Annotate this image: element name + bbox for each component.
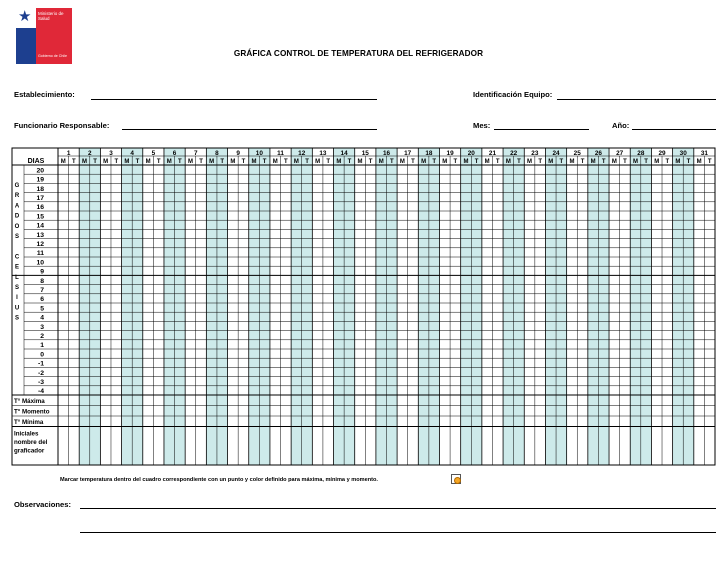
slot-m-label: M xyxy=(484,159,490,165)
day-number: 21 xyxy=(488,149,497,157)
day-number: 2 xyxy=(88,149,92,157)
summary-label: T° Máxima xyxy=(14,398,45,405)
slot-t-label: T xyxy=(241,159,246,165)
day-number: 10 xyxy=(255,149,263,157)
slot-m-label: M xyxy=(421,159,427,165)
day-number: 16 xyxy=(382,149,391,157)
temperature-label: 13 xyxy=(36,231,44,239)
slot-m-label: M xyxy=(336,159,342,165)
summary-label: T° Mínima xyxy=(14,419,44,426)
slot-m-label: M xyxy=(315,159,321,165)
day-number: 1 xyxy=(66,149,71,157)
dias-label: DIAS xyxy=(27,158,45,165)
slot-m-label: M xyxy=(81,159,87,165)
temperature-label: 1 xyxy=(40,342,44,350)
day-number: 11 xyxy=(277,149,284,157)
slot-t-label: T xyxy=(623,159,627,165)
slot-t-label: T xyxy=(199,159,203,165)
slot-t-label: T xyxy=(644,159,648,165)
day-number: 18 xyxy=(425,149,433,157)
axis-letter: U xyxy=(14,305,20,312)
slot-t-label: T xyxy=(220,159,225,165)
slot-t-label: T xyxy=(262,159,267,165)
slot-m-label: M xyxy=(633,159,639,165)
day-number: 5 xyxy=(151,149,156,157)
logo-government-text: Gobierno de Chile xyxy=(38,54,67,58)
temperature-label: 4 xyxy=(40,314,44,322)
slot-t-label: T xyxy=(326,159,331,165)
observaciones-line-1[interactable] xyxy=(80,508,716,509)
grid-border xyxy=(12,148,715,465)
axis-letter: D xyxy=(14,213,20,220)
anio-label: Año: xyxy=(612,121,630,130)
axis-letter: S xyxy=(14,315,20,322)
axis-letter: C xyxy=(14,254,20,261)
day-number: 23 xyxy=(531,149,539,157)
temperature-label: 7 xyxy=(40,287,44,294)
temperature-label: -2 xyxy=(37,369,44,377)
slot-m-label: M xyxy=(209,159,215,165)
legend-text: Marcar temperatura dentro del cuadro correspondiente con un punto y color definido para máxima, mínima y momento. xyxy=(60,477,378,483)
slot-m-label: M xyxy=(675,159,681,165)
slot-t-label: T xyxy=(665,159,670,165)
temperature-label: 10 xyxy=(36,259,44,267)
slot-m-label: M xyxy=(399,159,405,165)
slot-t-label: T xyxy=(453,159,458,165)
day-number: 20 xyxy=(467,149,475,157)
slot-t-label: T xyxy=(368,159,373,165)
slot-t-label: T xyxy=(601,159,606,165)
temperature-label: 19 xyxy=(36,176,44,184)
day-number: 25 xyxy=(573,149,581,157)
temperature-label: 16 xyxy=(36,204,44,212)
temperature-label: 6 xyxy=(40,296,44,304)
slot-m-label: M xyxy=(103,159,109,165)
day-number: 19 xyxy=(446,149,454,157)
slot-t-label: T xyxy=(411,159,415,165)
slot-m-label: M xyxy=(230,159,236,165)
slot-m-label: M xyxy=(251,159,257,165)
slot-m-label: M xyxy=(463,159,469,165)
day-number: 26 xyxy=(594,149,602,157)
day-number: 29 xyxy=(658,149,666,157)
day-number: 22 xyxy=(510,149,518,157)
day-number: 3 xyxy=(109,149,113,157)
temperature-label: 2 xyxy=(40,333,44,340)
slot-t-label: T xyxy=(178,159,182,165)
orange-dot-icon xyxy=(454,477,461,484)
logo-ministry-text: Ministerio de Salud xyxy=(38,11,64,21)
temperature-label: 8 xyxy=(40,277,44,285)
slot-t-label: T xyxy=(580,159,585,165)
temperature-label: 20 xyxy=(36,167,44,175)
day-number: 24 xyxy=(552,149,560,157)
axis-letter: S xyxy=(14,285,20,291)
slot-m-label: M xyxy=(357,159,363,165)
slot-t-label: T xyxy=(538,159,542,165)
slot-m-label: M xyxy=(293,159,299,165)
summary-label: T° Momento xyxy=(14,408,50,416)
axis-letter: S xyxy=(14,234,20,240)
temperature-label: -3 xyxy=(37,379,44,386)
slot-m-label: M xyxy=(145,159,151,165)
axis-letter: G xyxy=(14,183,20,189)
slot-t-label: T xyxy=(93,159,97,165)
temperature-label: 0 xyxy=(40,351,44,359)
slot-m-label: M xyxy=(590,159,596,165)
temperature-label: -1 xyxy=(37,360,44,368)
slot-t-label: T xyxy=(686,159,691,165)
slot-t-label: T xyxy=(156,159,161,165)
axis-letter: O xyxy=(14,223,20,230)
day-number: 12 xyxy=(298,149,306,157)
slot-m-label: M xyxy=(166,159,172,165)
slot-m-label: M xyxy=(187,159,193,165)
establecimiento-label: Establecimiento: xyxy=(14,90,75,99)
page-title: GRÁFICA CONTROL DE TEMPERATURA DEL REFRIGERADOR xyxy=(233,49,484,58)
temperature-label: 12 xyxy=(36,241,44,248)
temperature-label: 3 xyxy=(40,323,44,331)
day-number: 14 xyxy=(340,149,348,157)
slot-m-label: M xyxy=(124,159,130,165)
iniciales-label: graficador xyxy=(14,447,45,455)
slot-m-label: M xyxy=(569,159,575,165)
slot-t-label: T xyxy=(495,159,500,165)
slot-t-label: T xyxy=(114,159,119,165)
iniciales-label: nombre del xyxy=(14,439,48,446)
day-number: 17 xyxy=(404,149,412,157)
slot-t-label: T xyxy=(474,159,479,165)
mes-label: Mes: xyxy=(473,121,491,130)
slot-t-label: T xyxy=(305,159,309,165)
day-number: 9 xyxy=(236,149,240,157)
slot-t-label: T xyxy=(559,159,564,165)
axis-letter: L xyxy=(15,274,19,281)
slot-m-label: M xyxy=(378,159,384,165)
axis-letter: E xyxy=(14,264,20,271)
day-number: 15 xyxy=(361,149,369,157)
slot-t-label: T xyxy=(283,159,288,165)
day-number: 4 xyxy=(130,149,134,157)
day-number: 30 xyxy=(679,149,687,157)
slot-m-label: M xyxy=(696,159,702,165)
slot-m-label: M xyxy=(527,159,533,165)
slot-m-label: M xyxy=(272,159,278,165)
temperature-label: 11 xyxy=(36,250,44,258)
axis-letter: A xyxy=(14,203,20,210)
slot-m-label: M xyxy=(442,159,448,165)
day-number: 8 xyxy=(215,149,219,157)
iniciales-label: Iniciales xyxy=(14,430,39,438)
observaciones-label: Observaciones: xyxy=(14,500,71,509)
day-number: 6 xyxy=(172,149,177,157)
slot-t-label: T xyxy=(517,159,521,165)
day-number: 7 xyxy=(193,149,198,157)
temperature-label: 15 xyxy=(36,213,44,221)
temperature-label: 14 xyxy=(36,222,44,230)
slot-m-label: M xyxy=(548,159,554,165)
day-number: 27 xyxy=(616,149,624,157)
temperature-label: 17 xyxy=(36,195,44,202)
star-icon: ★ xyxy=(18,8,32,25)
day-number: 13 xyxy=(319,149,327,157)
slot-m-label: M xyxy=(60,159,66,165)
slot-m-label: M xyxy=(505,159,511,165)
slot-t-label: T xyxy=(347,159,352,165)
axis-letter: R xyxy=(14,193,20,200)
slot-t-label: T xyxy=(72,159,76,165)
slot-m-label: M xyxy=(654,159,660,165)
temperature-label: 9 xyxy=(40,268,44,276)
slot-t-label: T xyxy=(389,159,394,165)
slot-m-label: M xyxy=(611,159,617,165)
temperature-label: 18 xyxy=(36,185,44,193)
marker-swatch xyxy=(451,474,461,484)
day-number: 31 xyxy=(700,149,708,157)
funcionario-label: Funcionario Responsable: xyxy=(14,121,110,130)
slot-t-label: T xyxy=(707,159,712,165)
temperature-label: 5 xyxy=(40,305,44,313)
identificacion-label: Identificación Equipo: xyxy=(473,90,553,99)
axis-letter: I xyxy=(16,295,18,302)
observaciones-line-2[interactable] xyxy=(80,532,716,533)
day-number: 28 xyxy=(637,149,645,157)
slot-t-label: T xyxy=(432,159,437,165)
slot-t-label: T xyxy=(135,159,140,165)
temperature-label: -4 xyxy=(37,388,44,396)
